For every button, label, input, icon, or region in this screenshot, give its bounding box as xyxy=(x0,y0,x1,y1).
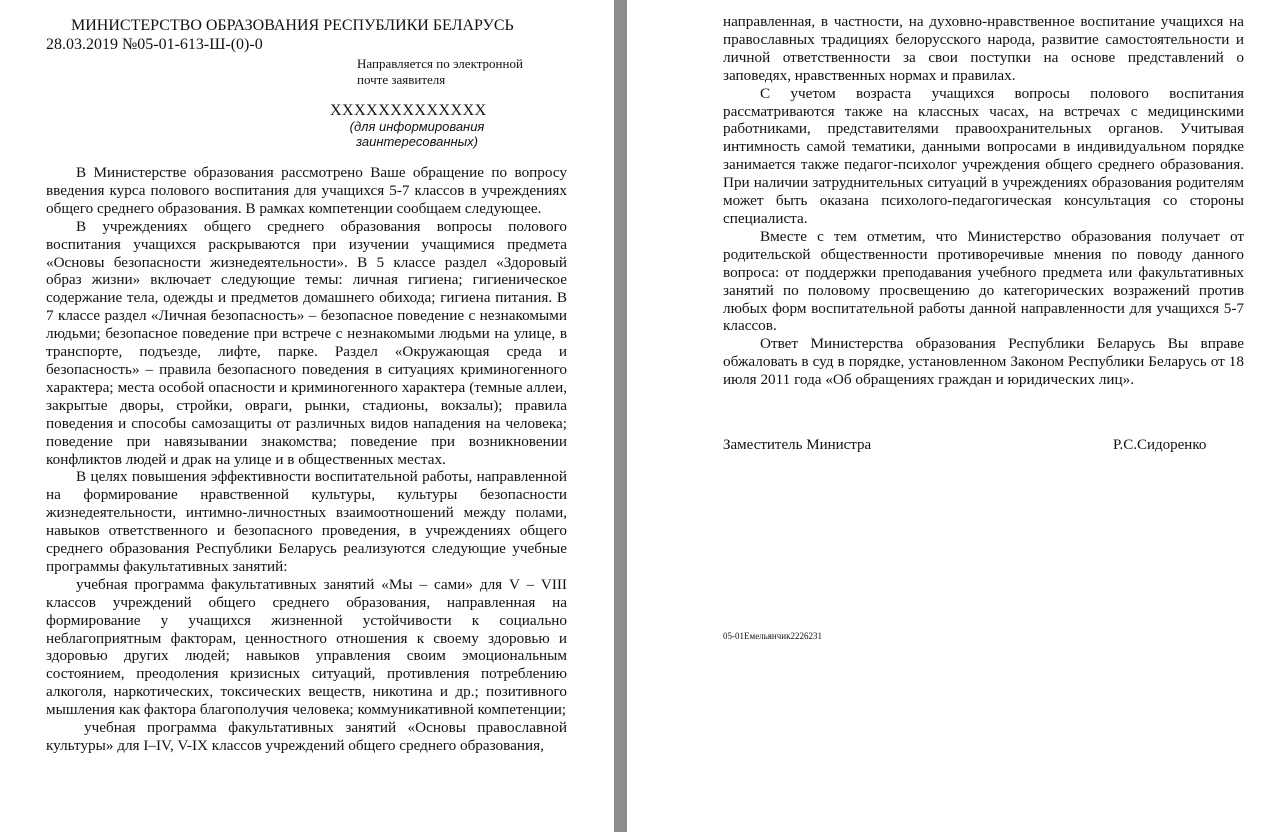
paragraph: направленная, в частности, на духовно-нравственное воспитание учащихся на православных традициях белорусского народа, развитие самостоятельности и личной ответственности за свои поступки на основе представлений о заповедях, нравственных нормах и правилах. xyxy=(723,13,1244,84)
paragraph: В целях повышения эффективности воспитательной работы, направленной на формирование нравственной культуры, культуры безопасности жизнедеятельности, интимно-личностных взаимоотношений между полами, навыков ответственного и безопасного проведения, в учреждениях общего среднего образования Республики Беларусь реализуются следующие учебные программы факультативных занятий: xyxy=(46,468,567,575)
document-page-left xyxy=(0,0,614,832)
paragraph: Ответ Министерства образования Республики Беларусь Вы вправе обжаловать в суд в порядке, установленном Законом Республики Беларусь от 18 июля 2011 года «Об обращениях граждан и юридических лиц». xyxy=(723,335,1244,389)
paragraph: учебная программа факультативных занятий «Мы – сами» для V – VIII классов учреждений общего среднего образования, направленная на формирование у учащихся жизненной устойчивости к социально неблагоприятным факторам, ценностного отношения к своему здоровью и здоровью других людей; навыков управления своим эмоциональным состоянием, преодоления кризисных ситуаций, противления потреблению алкоголя, наркотических, токсических веществ, никотина и др.; позитивного мышления как фактора благополучия человека; коммуникативной компетенции; xyxy=(46,575,567,719)
ministry-heading: МИНИСТЕРСТВО ОБРАЗОВАНИЯ РЕСПУБЛИКИ БЕЛАРУСЬ xyxy=(71,17,514,34)
executor-note: 05-01Емельянчик2226231 xyxy=(723,631,822,641)
document-page-right xyxy=(627,0,1280,832)
signer-title: Заместитель Министра xyxy=(723,437,872,453)
recipient-note: (для информирования заинтересованных) xyxy=(349,119,485,149)
sent-by-note: Направляется по электронной почте заявителя xyxy=(357,56,523,87)
letter-body-left xyxy=(46,164,567,755)
paragraph: учебная программа факультативных занятий «Основы православной культуры» для I–IV, V-IX классов учреждений общего среднего образования, xyxy=(46,719,567,754)
paragraph: Вместе с тем отметим, что Министерство образования получает от родительской общественности противоречивые мнения по поводу данного вопроса: от поддержки преподавания учебного предмета или факультативных занятий по половому просвещению до категорических возражений против любых форм воспитательной работы данной направленности для учащихся 5-7 классов. xyxy=(723,227,1244,335)
paragraph: В Министерстве образования рассмотрено Ваше обращение по вопросу введения курса полового воспитания для учащихся 5-7 классов в учреждениях общего среднего образования. В рамках компетенции сообщаем следующее. xyxy=(46,164,567,217)
date-number: 28.03.2019 №05-01-613-Ш-(0)-0 xyxy=(46,36,263,53)
paragraph: С учетом возраста учащихся вопросы полового воспитания рассматриваются также на классных часах, на встречах с медицинскими работниками, представителями правоохранительных органов. Учитывая интимность самой тематики, данными вопросами в индивидуальном порядке занимается также педагог-психолог учреждения общего среднего образования. При наличии затруднительных ситуаций в учреждениях образования родителям может быть оказана психолого-педагогическая консультация со стороны специалиста. xyxy=(723,84,1244,227)
signer-name: Р.С.Сидоренко xyxy=(1113,437,1207,453)
recipient: ХХХХХХХХХХХХХ xyxy=(330,102,487,119)
letter-body-right xyxy=(723,13,1244,389)
paragraph: В учреждениях общего среднего образования вопросы полового воспитания учащихся раскрываются при изучении учащимися предмета «Основы безопасности жизнедеятельности». В 5 классе раздел «Здоровый образ жизни» включает следующие темы: личная гигиена; гигиеническое содержание тела, одежды и предметов домашнего обихода; гигиена питания. В 7 классе раздел «Личная безопасность» – безопасное поведение с незнакомыми людьми; безопасное поведение при встрече с незнакомыми людьми на улице, в транспорте, подъезде, лифте, парке. Раздел «Окружающая среда и безопасность» – правила безопасного поведения в ситуациях криминогенного характера; места особой опасности и криминогенного характера (темные аллеи, закрытые дворы, стройки, овраги, рынки, стадионы, вокзалы); правила поведения и способы самозащиты от различных видов нападения на человека; поведение при навязывании знакомства; поведение при возникновении конфликтов людей и драк на улице и в общественных местах. xyxy=(46,217,567,468)
